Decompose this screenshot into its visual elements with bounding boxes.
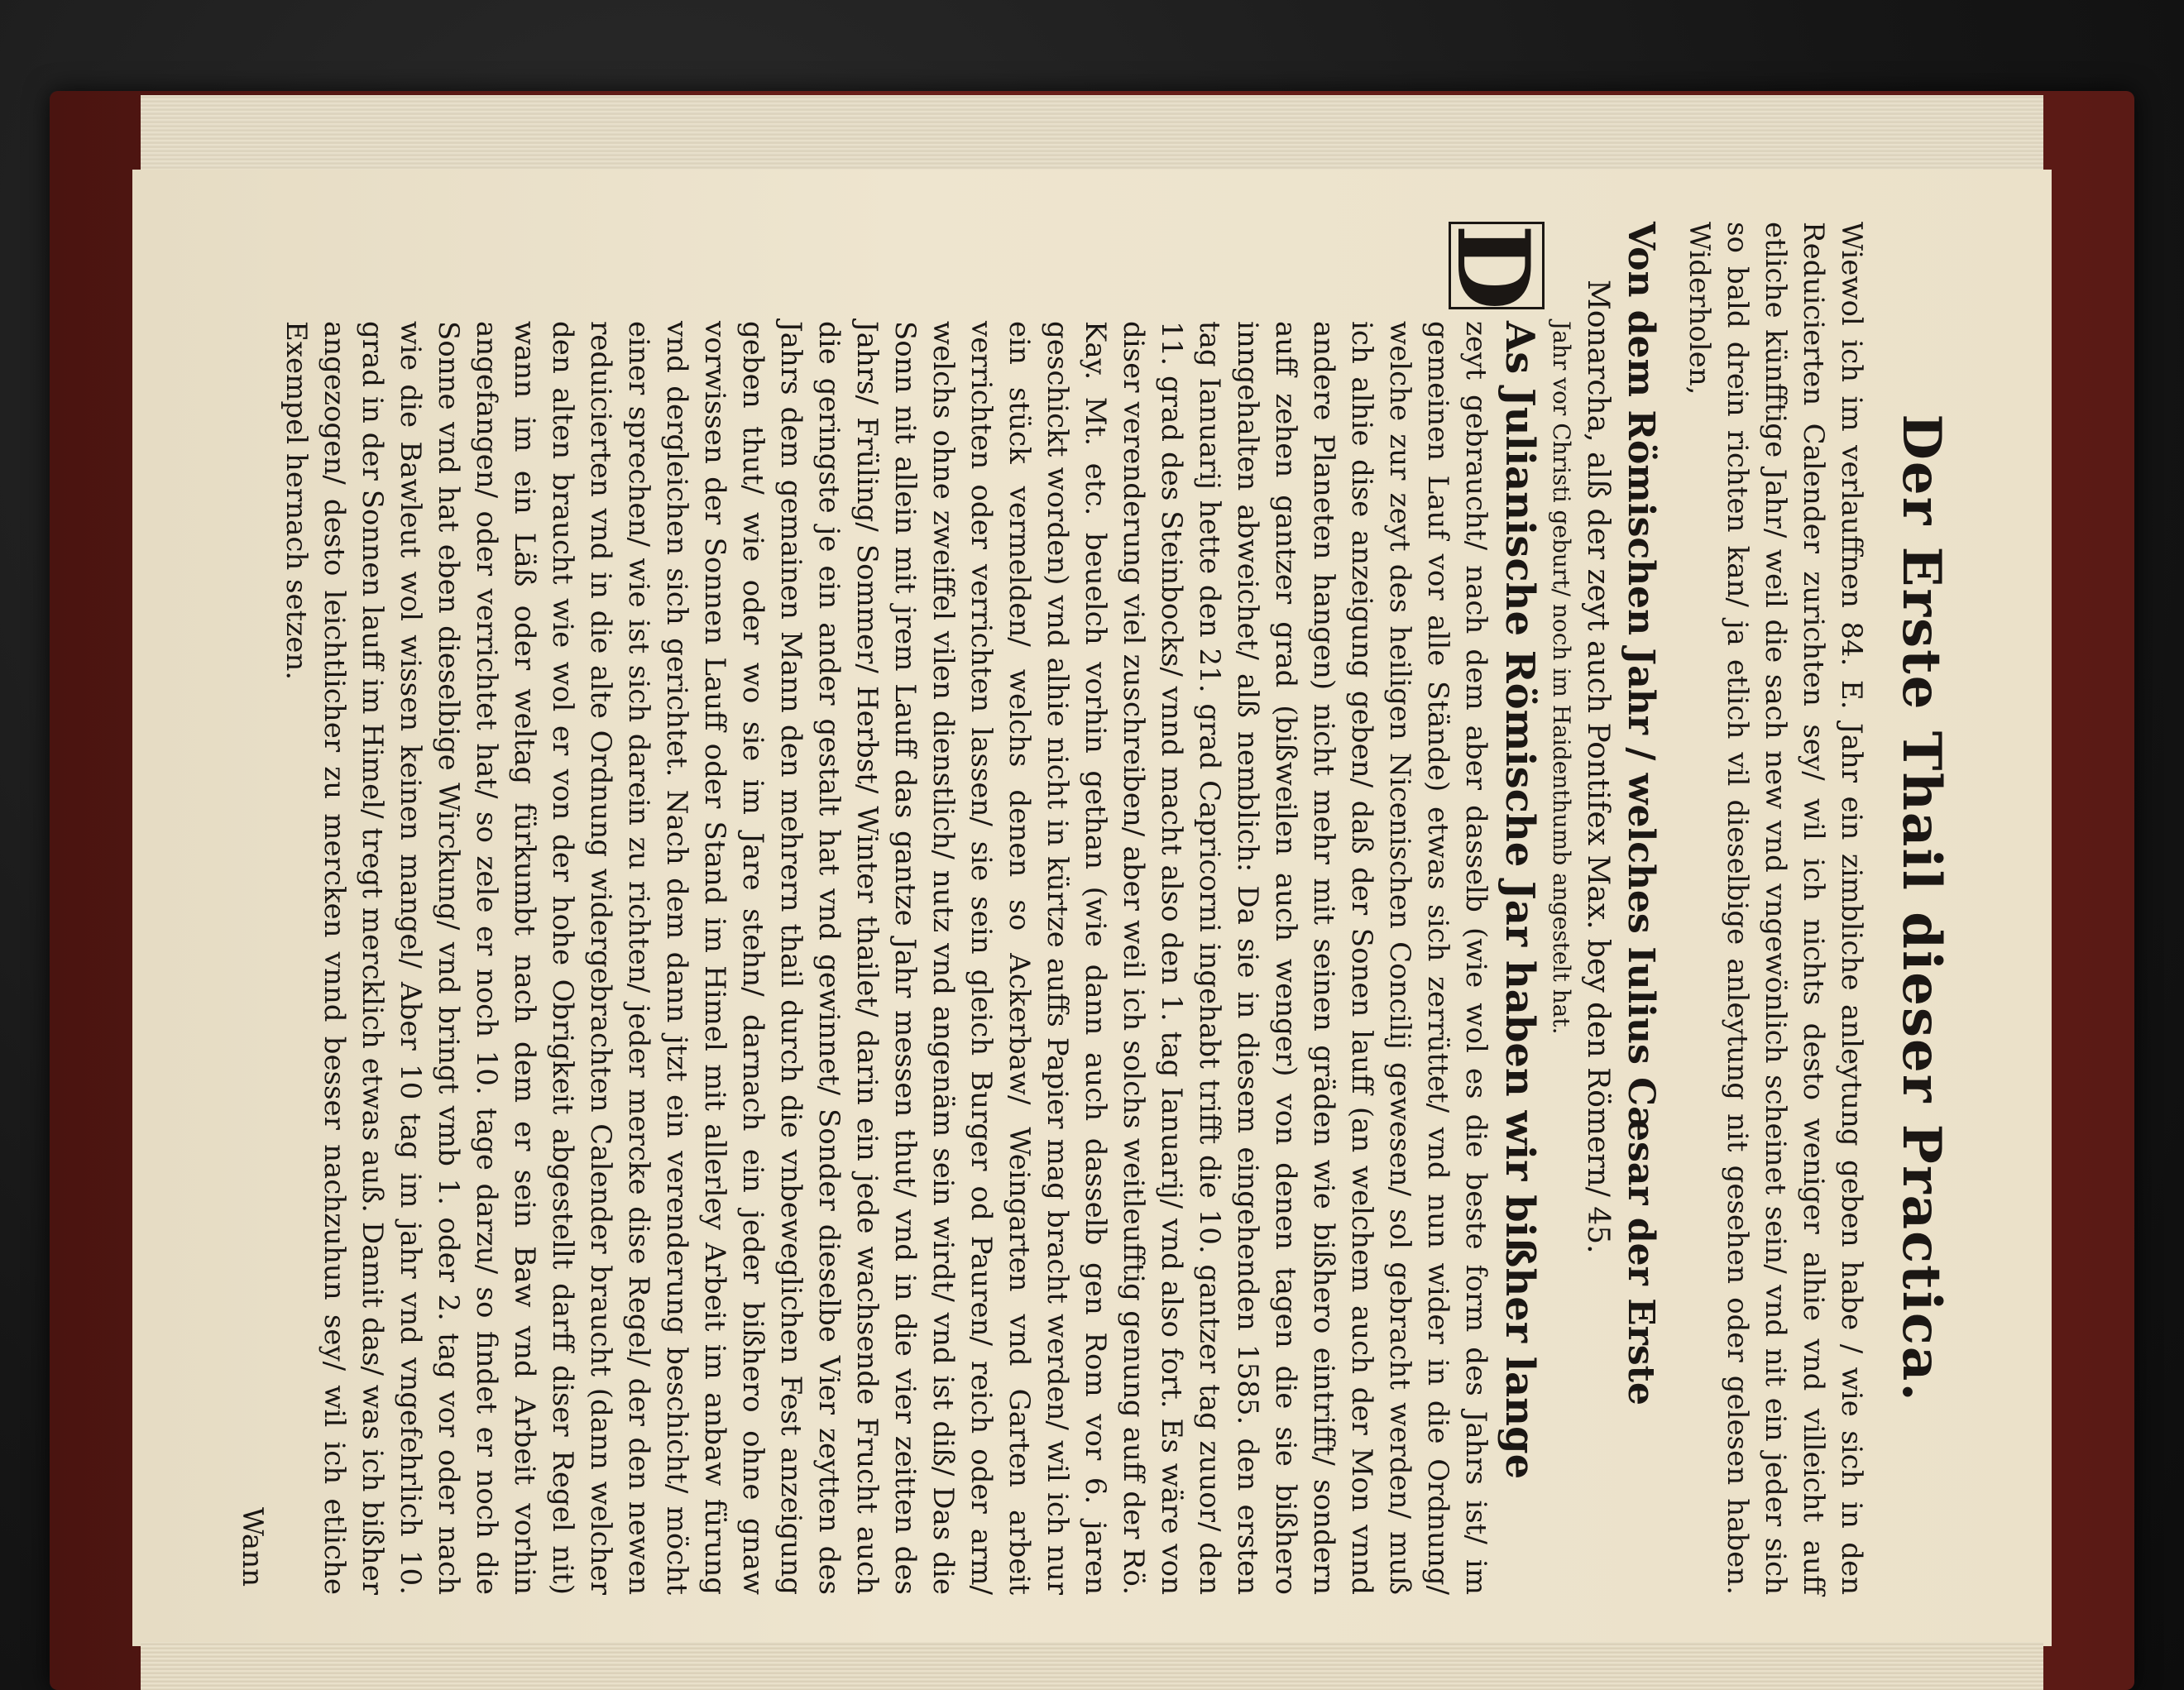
catchword: Wann	[236, 1506, 269, 1587]
page-edges-top	[141, 95, 2043, 180]
running-title: Der Erste Thail dieser Practica.	[1890, 413, 1952, 1403]
book-page	[132, 170, 2052, 1646]
section-subtitle: Monarcha, alß der zeyt auch Pontifex Max. bey den Römern/ 45.	[1581, 279, 1615, 1254]
page-edges-bottom	[141, 1642, 2043, 1690]
section-note: Jahr vor Christi geburt/ noch im Haidenthumb angestelt hat.	[1548, 320, 1575, 1034]
main-paragraph	[277, 222, 1551, 1595]
heading-line: As Julianische Römische Jar haben wir bißher lange	[1497, 320, 1543, 1479]
rotated-text-block	[207, 222, 1977, 1595]
section-title: Von dem Römischen Jahr / welches Iulius Cæsar der Erste	[1620, 221, 1662, 1405]
drop-cap: D	[1449, 222, 1545, 309]
body-text: zeyt gebraucht/ nach dem aber dasselb (wie wol es die beste form des Jahrs ist/ im gemeinen Lauf vor alle Stände) etwas sich zerrüttet/ vnd nun wider in die Ordnung/ welche zur zeyt des heiligen Nicenischen Concilij gewesen/ sol gebracht werden/ muß ich alhie dise anzeigung geben/ daß der Sonen lauff (an welchem auch der Mon vnnd andere Planeten hangen) nicht mehr mit seinen gräden wie bißhero eintrifft/ sondern auff zehen gantzer grad (bißweilen auch wenger) von denen tagen die sie bißhero inngehalten abweichet/ alß nemblich: Da sie in diesem eingehenden 1585. den ersten tag Ianuarij hette den 21. grad Capricorni ingehabt trifft die 10. gantzer tag zuuor/ den 11. grad des Steinbocks/ vnnd macht also den 1. tag Ianuarij/ vnd also fort. Es wäre von diser verenderung viel zuschreiben/ aber weil ich solchs weitleufftig genung auff der Rö. Kay. Mt. etc. beuelch vorhin gethan (wie dann auch dasselb gen Rom vor 6. jaren geschickt worden) vnd alhie nicht in kürtze auffs Papier mag bracht werden/ wil ich nur ein stück vermelden/ welchs denen so Ackerbaw/ Weingarten vnd Garten arbeit verrichten oder verrichten lassen/ sie sein gleich Burger od Pauren/ reich oder arm/ welchs ohne zweiffel vilen dienstlich/ nutz vnd angenäm sein wirdt/ vnd ist diß/ Das die Sonn nit allein mit jrem Lauff das gantze Jahr messen thut/ vnd in die vier zeitten des Jahrs/ Früling/ Sommer/ Herbst/ Winter thailet/ darin ein jede wachsende Frucht auch die geringste je ein ander gestalt hat vnd gewinnet/ Sonder dieselbe Vier zeytten des Jahrs dem gemainen Mann den mehrern thail durch die vnbeweglichen Fest anzeigung geben thut/ wie oder wo sie im Jare stehn/ darnach ein jeder bißhero ohne gnaw vorwissen der Sonnen Lauff oder Stand im Himel mit allerley Arbeit im anbaw fürung vnd dergleichen sich gerichtet. Nach dem dann jtzt ein verenderung beschicht/ möcht einer sprechen/ wie ist sich darein zu richten/ jeder mercke dise Regel/ der den newen reduicierten vnd in die alte Ordnung widergebrachten Calender braucht (dann welcher den alten braucht wie wol er von der hohe Obrigkeit abgestellt darff diser Regel nit) wann im ein Läß oder weltag fürkumbt nach dem er sein Baw vnd Arbeit vorhin angefangen/ oder verrichtet hat/ so zele er noch 10. tage darzu/ so findet er noch die Sonne vnd hat eben dieselbige Wirckung/ vnd bringt vmb 1. oder 2. tag vor oder nach wie die Bawleut wol wissen keinen mangel/ Aber 10 tag im jahr vnd vngefehrlich 10. grad in der Sonnen lauff im Himel/ tregt mercklich etwas auß. Damit das/ was ich bißher angezogen/ desto leichtlicher zu mercken vnnd besser nachzuhun sey/ wil ich etliche Exempel hernach setzen.	[280, 320, 1492, 1595]
intro-paragraph: Wiewol ich im verlauffnen 84. E. Jahr ein zimbliche anleytung geben habe / wie sich in den Reduicierten Calender zurichten sey/ wil ich nichts desto weniger alhie vnd villeicht auff etliche künfftige Jahr/ weil die sach new vnd vngewönlich scheinet sein/ vnd nit ein jeder sich so bald drein richten kan/ ja etlich vil dieselbige anleytung nit gesehen oder gelesen haben. Widerholen,	[1683, 221, 1868, 1595]
